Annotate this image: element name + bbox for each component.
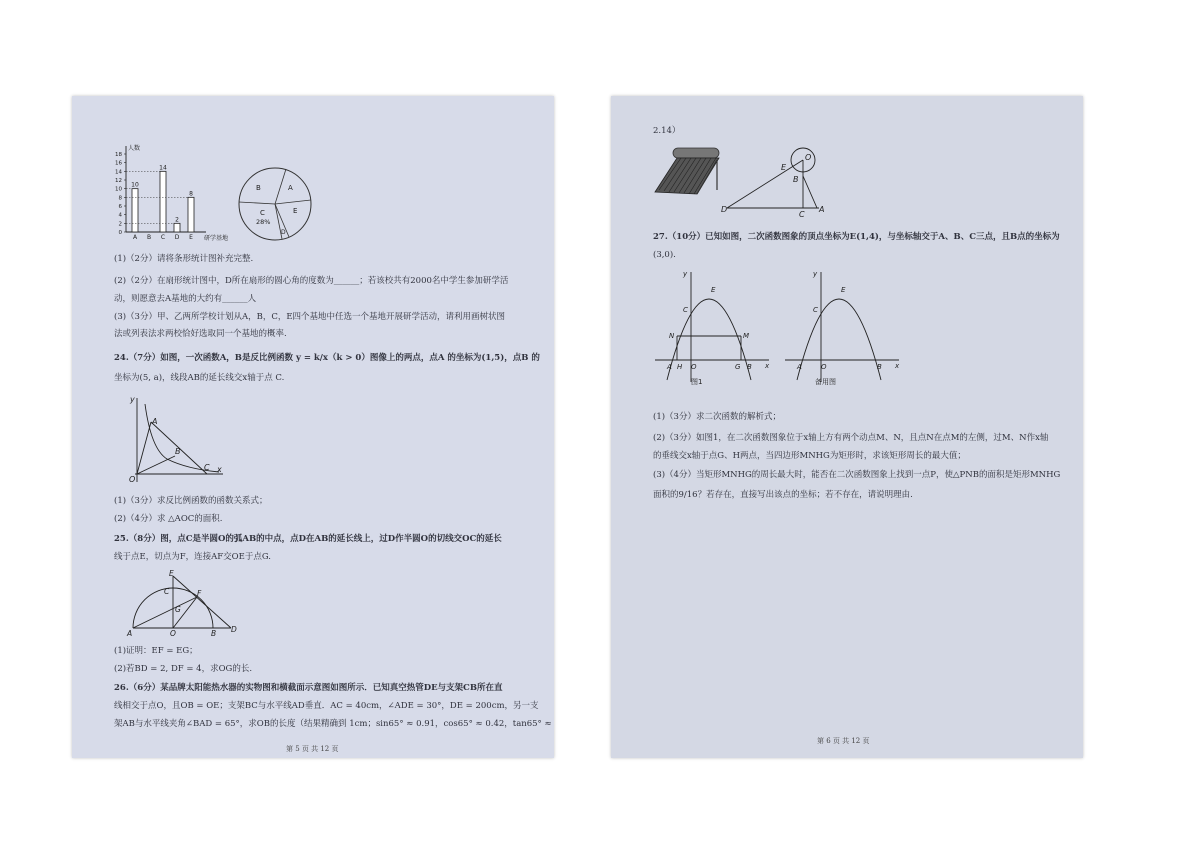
q23-line-1: (1)（2分）请将条形统计图补充完整. (114, 254, 254, 264)
exam-page-5 (72, 96, 554, 758)
q24-label-a: A (152, 417, 158, 426)
fig1-label-e: E (711, 286, 716, 294)
y-tick-label: 10 (115, 186, 122, 193)
q25-label-c: C (164, 587, 170, 596)
q25-label-b: B (211, 629, 217, 638)
category-label: E (189, 234, 193, 241)
q25-label-e: E (169, 569, 174, 578)
q24-part-1: (1)（3分）求反比例函数的函数关系式； (114, 496, 268, 506)
q25-label-d: D (231, 625, 237, 634)
q24-part-2: (2)（4分）求 △AOC的面积. (114, 514, 223, 524)
q23-line-4: (3)（3分）甲、乙两所学校计划从A，B，C，E四个基地中任选一个基地开展研学活动，请利用画树状图 (114, 312, 506, 322)
q26-line-1: 26.（6分）某品牌太阳能热水器的实物图和横截面示意图如图所示．已知真空热管DE与支架CB所在直 (114, 683, 503, 693)
q27-part-2-cont: 的垂线交x轴于点G、H两点，当四边形MNHG为矩形时，求该矩形周长的最大值； (653, 451, 966, 461)
q27-line-2: (3,0). (653, 250, 676, 260)
bar-value-label: 14 (159, 164, 167, 172)
fig1-label-b: B (747, 363, 752, 371)
q25-line-1: 25.（8分）图，点C是半圆O的弧AB的中点，点D在AB的延长线上，过D作半圆O的切线交OC的延长 (114, 534, 502, 544)
x-axis-label: 研学基地 (204, 235, 229, 242)
pie-label-e: E (293, 207, 298, 215)
pie-label-b: B (256, 184, 261, 192)
page-footer-5: 第 5 页 共 12 页 (286, 745, 339, 753)
q24-figure (127, 394, 227, 484)
q24-label-o: O (129, 475, 136, 484)
y-tick-label: 6 (118, 204, 122, 210)
q27-part-3: (3)（4分）当矩形MNHG的周长最大时，能否在二次函数图象上找到一点P，使△PNB的面积是矩形MNHG (653, 470, 1061, 480)
q27-line-1: 27.（10分）已知如图，二次函数图象的顶点坐标为E(1,4)，与坐标轴交于A、B、C三点，且B点的坐标为 (653, 232, 1060, 242)
q24-line-2: 坐标为(5, a)，线段AB的延长线交x轴于点 C. (114, 373, 285, 383)
fig2-label-a: A (797, 363, 802, 371)
q27-part-2: (2)（3分）如图1，在二次函数图象位于x轴上方有两个动点M、N，且点N在点M的左侧，过M、N作x轴 (653, 433, 1049, 443)
q26-label-a: A (819, 205, 825, 214)
y-tick-label: 2 (118, 221, 122, 228)
fig2-label-e: E (841, 286, 846, 294)
pie-label-d: D (281, 229, 286, 236)
q26-line-2: 线相交于点O，且OB = OE；支架BC与水平线AD垂直．AC = 40cm，∠ADE = 30°，DE = 200cm，另一支 (114, 701, 539, 711)
fig1-label-g: G (735, 363, 741, 371)
bar-value-label: 2 (175, 216, 179, 224)
y-tick-label: 14 (115, 169, 122, 176)
q23-line-5: 法或列表法求两校恰好选取同一个基地的概率. (114, 329, 287, 339)
pie-label-c: C (260, 209, 265, 217)
q23-line-3: 动，则愿意去A基地的大约有______人 (114, 294, 257, 304)
fig2-label-c: C (813, 306, 818, 314)
q27-figure-1 (653, 268, 773, 388)
y-tick-label: 18 (115, 152, 122, 158)
q26-continuation: 2.14） (653, 126, 681, 136)
q25-line-2: 线于点E，切点为F，连接AF交OE于点G. (114, 552, 272, 562)
bar (188, 197, 194, 232)
fig1-label-n: N (669, 332, 675, 340)
bar-chart (112, 144, 232, 244)
fig1-label-c: C (683, 306, 688, 314)
q26-label-d: D (721, 205, 728, 214)
pie-c-percent: 28% (256, 218, 271, 226)
category-label: B (146, 234, 152, 241)
y-tick-label: 4 (118, 212, 122, 219)
exam-page-6 (611, 96, 1083, 758)
q25-label-o: O (170, 629, 176, 638)
bar (132, 189, 138, 232)
q26-label-b: B (793, 175, 799, 184)
bar-value-label: 8 (189, 190, 193, 198)
q23-line-2: (2)（2分）在扇形统计图中，D所在扇形的圆心角的度数为______；若该校共有2000名中学生参加研学活 (114, 276, 509, 286)
category-label: C (160, 234, 166, 241)
y-tick-label: 12 (115, 178, 122, 184)
category-label: D (174, 234, 180, 241)
y-tick-label: 16 (115, 160, 122, 167)
y-tick-label: 8 (118, 195, 122, 202)
fig1-label-x: x (765, 362, 770, 370)
y-axis-label: 人数 (128, 145, 141, 152)
q24-label-x: x (217, 465, 222, 474)
fig1-label-h: H (677, 363, 683, 371)
q26-line-3: 架AB与水平线夹角∠BAD = 65°，求OB的长度（结果精确到 1cm；sin65° ≈ 0.91，cos65° ≈ 0.42，tan65° ≈ (114, 719, 552, 729)
q25-figure (127, 570, 247, 638)
q25-part-2: (2)若BD = 2, DF = 4，求OG的长. (114, 664, 253, 674)
q24-line-1: 24.（7分）如图，一次函数A，B是反比例函数 y = k/x（k > 0）图像上的两点，点A 的坐标为(1,5)，点B 的 (114, 353, 540, 363)
category-label: A (132, 234, 138, 241)
fig1-label-o: O (691, 363, 697, 371)
q27-figure-backup (783, 268, 903, 388)
pie-divider (239, 202, 275, 204)
fig2-caption: 备用图 (815, 378, 836, 386)
q25-label-g: G (175, 605, 181, 614)
q24-label-y: y (130, 395, 135, 404)
bar (174, 223, 180, 232)
q25-label-a: A (127, 629, 133, 638)
q27-part-3-cont: 面积的9/16？若存在，直接写出该点的坐标；若不存在，请说明理由. (653, 490, 913, 500)
q25-label-f: F (197, 589, 202, 598)
y-tick-label: 0 (118, 230, 122, 236)
solar-heater-image (651, 146, 723, 202)
fig2-label-b: B (877, 363, 882, 371)
fig1-label-y: y (683, 270, 688, 278)
bar (160, 171, 166, 232)
q24-label-b: B (175, 447, 181, 456)
fig2-label-y: y (813, 270, 818, 278)
fig2-label-x: x (895, 362, 900, 370)
fig1-label-a: A (667, 363, 672, 371)
fig2-label-o: O (821, 363, 827, 371)
q26-label-e: E (781, 163, 787, 172)
page-footer-6: 第 6 页 共 12 页 (817, 737, 870, 745)
q24-label-c: C (204, 463, 210, 472)
fig1-label-m: M (743, 332, 750, 340)
q26-figure (721, 146, 831, 218)
pie-divider (275, 169, 286, 204)
pie-chart (237, 166, 313, 242)
fig1-caption: 图1 (691, 378, 703, 386)
pie-label-a: A (288, 184, 293, 192)
q25-part-1: (1)证明：EF = EG； (114, 646, 198, 656)
q26-label-c: C (799, 210, 805, 219)
q26-label-o: O (805, 153, 812, 162)
pie-divider (275, 200, 311, 204)
q27-part-1: (1)（3分）求二次函数的解析式； (653, 412, 781, 422)
bar-value-label: 10 (131, 181, 139, 189)
